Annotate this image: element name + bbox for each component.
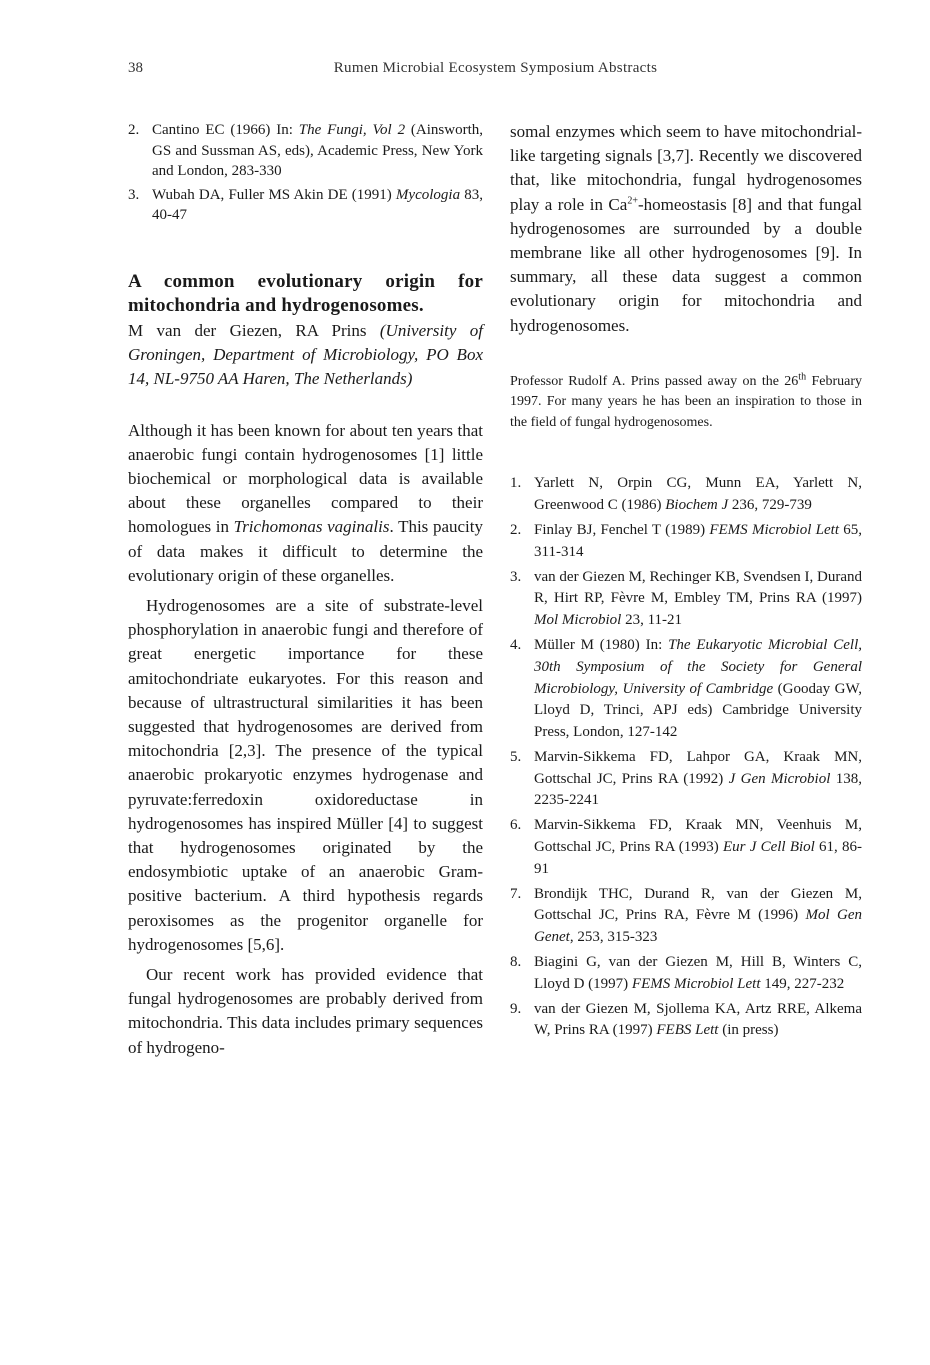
body-paragraph-continued (510, 120, 862, 338)
reference-authors: van der Giezen M, Sjollema KA, Artz RRE, Alkema W, Prins RA (1997) (534, 1000, 862, 1039)
superscript: 2+ (627, 194, 638, 206)
reference-authors: Biagini G, van der Giezen M, Hill B, Winters C, Lloyd D (1997) (534, 954, 862, 992)
page-number: 38 (128, 60, 143, 76)
reference-number: 9. (510, 1000, 522, 1017)
reference-number: 7. (510, 885, 522, 902)
reference-source: J Gen Microbiol (728, 770, 831, 787)
note-text: Professor Rudolf A. Prins passed away on the 26 (510, 373, 799, 389)
reference-number: 6. (510, 817, 522, 834)
running-head (128, 60, 863, 84)
reference-details: 83, 40-47 (152, 186, 483, 223)
reference-source: Mol Gen Genet (534, 907, 862, 946)
reference-item (510, 567, 862, 632)
reference-authors: Marvin-Sikkema FD, Kraak MN, Veenhuis M, Gottschal JC, Prins RA (1993) (534, 817, 862, 856)
reference-number: 8. (510, 954, 522, 971)
reference-item (128, 185, 483, 226)
reference-source: Mycologia (395, 186, 461, 203)
right-column (510, 120, 862, 1045)
reference-details: 61, 86-91 (534, 839, 863, 877)
body-paragraph-1 (128, 419, 483, 588)
abstract-affiliation: (University of Groningen, Department of Microbiology, PO Box 14, NL-9750 AA Haren, The Netherlands) (128, 320, 484, 388)
reference-item (510, 999, 862, 1043)
reference-item (510, 884, 862, 949)
reference-details: 23, 11-21 (621, 612, 683, 629)
reference-authors: Brondijk THC, Durand R, van der Giezen M, Gottschal JC, Prins RA, Fèvre M (1996) (534, 885, 862, 924)
abstract-byline (128, 319, 483, 391)
reference-authors: Wubah DA, Fuller MS Akin DE (1991) (152, 186, 396, 203)
reference-source: Mol Microbiol (534, 612, 622, 629)
paragraph-text: Although it has been known for about ten years that anaerobic fungi contain hydrogenosomes [1] little biochemical or morphological data is available about these organelles compared to their homologues in (128, 420, 483, 537)
memorial-note (510, 372, 862, 434)
reference-item (510, 473, 862, 517)
reference-list (510, 473, 862, 1042)
reference-item (128, 120, 483, 182)
reference-number: 4. (510, 636, 522, 653)
superscript: th (798, 371, 807, 383)
reference-number: 2. (128, 122, 140, 138)
reference-authors: Müller M (1980) In: (534, 636, 669, 653)
reference-number: 3. (128, 186, 140, 203)
reference-authors: van der Giezen M, Rechinger KB, Svendsen I, Durand R, Hirt RP, Fèvre M, Embley TM, Prins RA (1997) (534, 568, 862, 607)
reference-item (510, 815, 862, 880)
body-paragraph-2: Hydrogenosomes are a site of substrate-level phosphorylation in anaerobic fungi and therefore of great energetic importance for these amitochondriate eukaryotes. For this reason and because of ultrastructural similarities it has been suggested that hydrogenosomes are derived from mitochondria [2,3]. The presence of the typical anaerobic prokaryotic enzymes hydrogenase and pyruvate:ferredoxin oxidoreductase in hydrogenosomes has inspired Müller [4] to suggest that hydrogenosomes originated by the endosymbiotic uptake of an anaerobic Gram-positive bacterium. A third hypothesis regards peroxisomes as the progenitor organelle for hydrogenosomes [5,6]. (128, 595, 483, 954)
reference-authors: Finlay BJ, Fenchel T (1989) (534, 521, 710, 538)
reference-details: 138, 2235-2241 (534, 770, 862, 809)
reference-details: (Ainsworth, GS and Sussman AS, eds), Academic Press, New York and London, 283-330 (152, 122, 484, 179)
reference-source: The Eukaryotic Microbial Cell, 30th Symposium of the Society for General Microbiology, University of Cambridge (534, 636, 862, 697)
abstract-authors: M van der Giezen, RA Prins (128, 320, 367, 340)
reference-item (510, 747, 862, 812)
reference-source: Biochem J (665, 497, 729, 514)
reference-authors: Cantino EC (1966) In: (152, 122, 299, 138)
reference-details: 236, 729-739 (728, 497, 812, 514)
reference-details: 149, 227-232 (760, 975, 845, 992)
reference-details: (in press) (718, 1022, 779, 1039)
abstract-title: A common evolutionary origin for mitochondria and hydrogenosomes. (128, 270, 483, 316)
reference-source: The Fungi, Vol 2 (298, 122, 406, 138)
reference-number: 5. (510, 748, 522, 765)
reference-number: 3. (510, 568, 522, 585)
reference-details: 65, 311-314 (534, 521, 862, 560)
reference-number: 2. (510, 521, 522, 538)
reference-item (510, 952, 862, 996)
journal-title: Rumen Microbial Ecosystem Symposium Abstracts (333, 60, 658, 76)
reference-number: 1. (510, 475, 522, 492)
reference-item (510, 635, 862, 744)
reference-details: , 253, 315-323 (569, 929, 658, 946)
reference-source: FEMS Microbiol Lett (709, 521, 839, 538)
reference-authors: Yarlett N, Orpin CG, Munn EA, Yarlett N, Greenwood C (1986) (534, 475, 862, 514)
paragraph-text: -homeostasis [8] and that fungal hydrogenosomes are surrounded by a double membrane like all other hydrogenosomes [9]. In summary, all these data suggest a common evolutionary origin for mitochondria and hydrogenosomes. (510, 194, 862, 335)
previous-abstract-references (128, 120, 483, 226)
note-text: February 1997. For many years he has been an inspiration to those in the field of fungal hydrogenosomes. (510, 373, 862, 430)
reference-item (510, 520, 862, 564)
reference-source: Eur J Cell Biol (723, 839, 815, 856)
paragraph-text: somal enzymes which seem to have mitochondrial-like targeting signals [3,7]. Recently we discovered that, like mitochondria, fungal hydrogenosomes play a role in Ca (510, 122, 862, 214)
reference-details: (Gooday GW, Lloyd D, Trinci, APJ eds) Cambridge University Press, London, 127-142 (534, 680, 862, 741)
reference-source: FEBS Lett (656, 1022, 719, 1039)
species-name: Trichomonas vaginalis (233, 517, 390, 537)
paragraph-text: . This paucity of data makes it difficult to determine the evolutionary origin of these organelles. (128, 517, 484, 585)
reference-source: FEMS Microbiol Lett (631, 975, 761, 992)
left-column (128, 120, 483, 1060)
body-paragraph-3: Our recent work has provided evidence that fungal hydrogenosomes are probably derived from mitochondria. This data includes primary sequences of hydrogeno- (128, 964, 483, 1057)
reference-authors: Marvin-Sikkema FD, Lahpor GA, Kraak MN, Gottschal JC, Prins RA (1992) (534, 748, 862, 787)
